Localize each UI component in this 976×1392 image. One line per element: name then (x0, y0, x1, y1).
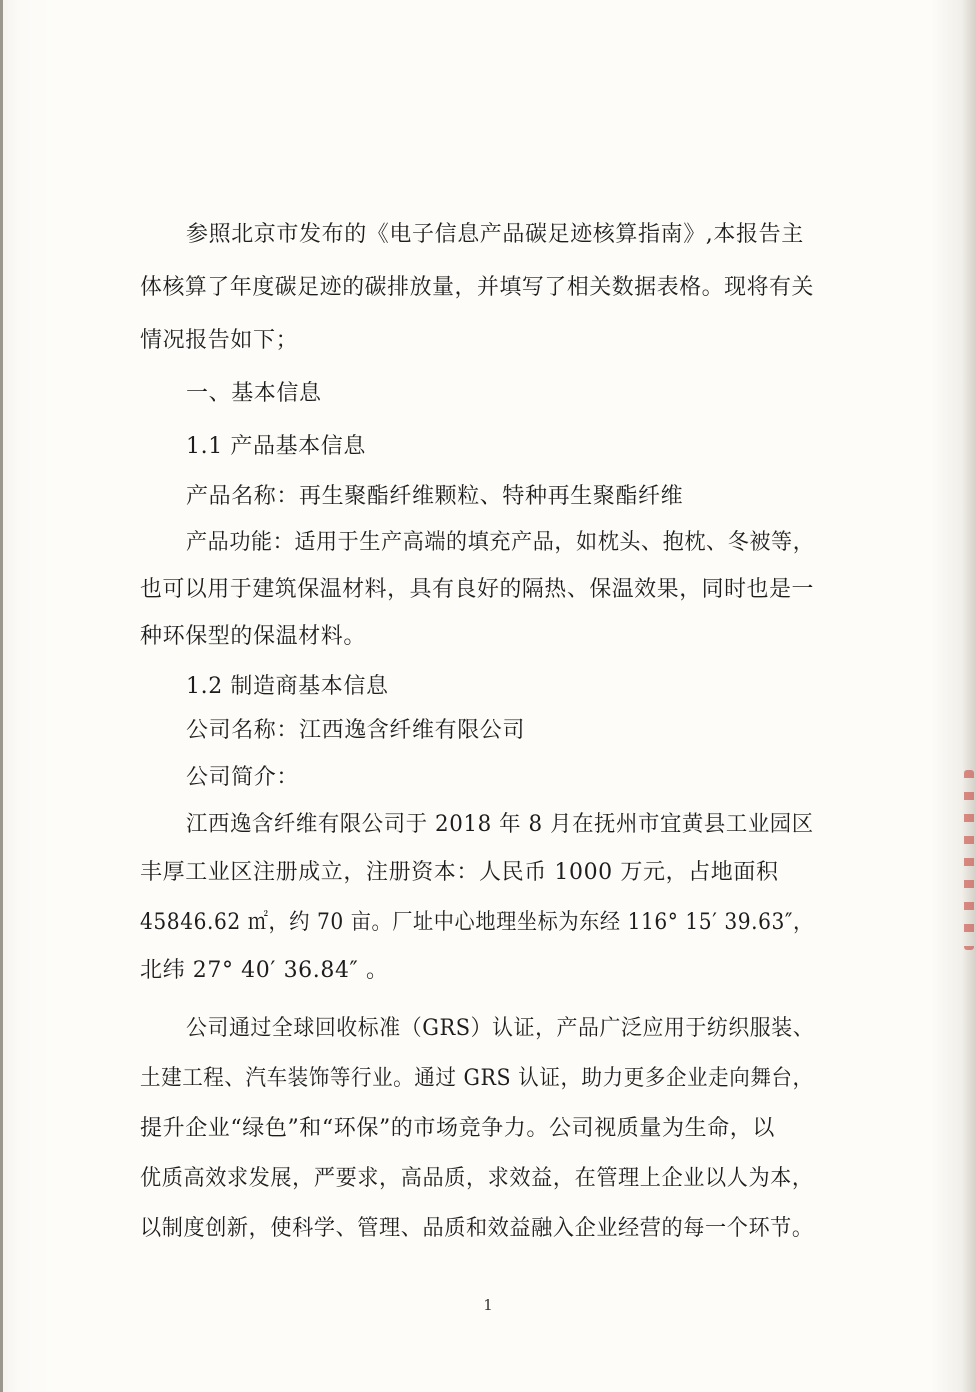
company-para1-line-4: 北纬 27° 40′ 36.84″ 。 (140, 958, 389, 983)
subsection-heading-manufacturer-info: 1.2 制造商基本信息 (186, 674, 389, 699)
company-para2-line-4: 优质高效求发展，严要求，高品质，求效益，在管理上企业以人为本， (140, 1166, 814, 1191)
intro-line-2: 体核算了年度碳足迹的碳排放量，并填写了相关数据表格。现将有关 (140, 275, 815, 300)
page-right-shadow (962, 0, 976, 1392)
intro-line-1: 参照北京市发布的《电子信息产品碳足迹核算指南》,本报告主 (186, 222, 804, 247)
company-para2-line-1: 公司通过全球回收标准（GRS）认证，产品广泛应用于纺织服装、 (186, 1016, 815, 1041)
subsection-heading-product-info: 1.1 产品基本信息 (186, 434, 366, 459)
company-name-line: 公司名称：江西逸含纤维有限公司 (186, 718, 526, 743)
section-heading-basic-info: 一、基本信息 (186, 381, 322, 406)
product-function-line-3: 种环保型的保温材料。 (140, 624, 367, 649)
product-function-line-1: 产品功能：适用于生产高端的填充产品，如枕头、抱枕、冬被等， (186, 530, 815, 555)
product-function-line-2: 也可以用于建筑保温材料，具有良好的隔热、保温效果，同时也是一 (140, 577, 815, 602)
seal-stamp-fragment (964, 770, 974, 950)
company-para2-line-2: 土建工程、汽车装饰等行业。通过 GRS 认证，助力更多企业走向舞台， (140, 1066, 814, 1091)
page-number: 1 (483, 1296, 493, 1314)
company-para2-line-5: 以制度创新，使科学、管理、品质和效益融入企业经营的每一个环节。 (140, 1216, 814, 1241)
company-intro-label: 公司简介： (186, 765, 300, 790)
intro-line-3: 情况报告如下； (140, 328, 299, 353)
company-para2-line-3: 提升企业“绿色”和“环保”的市场竞争力。公司视质量为生命，以 (140, 1116, 775, 1141)
company-para1-line-1: 江西逸含纤维有限公司于 2018 年 8 月在抚州市宜黄县工业园区 (186, 812, 814, 837)
company-para1-line-3: 45846.62 ㎡，约 70 亩。厂址中心地理坐标为东经 116° 15′ 39.63″， (140, 910, 814, 935)
product-name-line: 产品名称：再生聚酯纤维颗粒、特种再生聚酯纤维 (186, 484, 684, 509)
page-left-edge (0, 0, 3, 1392)
company-para1-line-2: 丰厚工业区注册成立，注册资本：人民币 1000 万元，占地面积 (140, 860, 779, 885)
